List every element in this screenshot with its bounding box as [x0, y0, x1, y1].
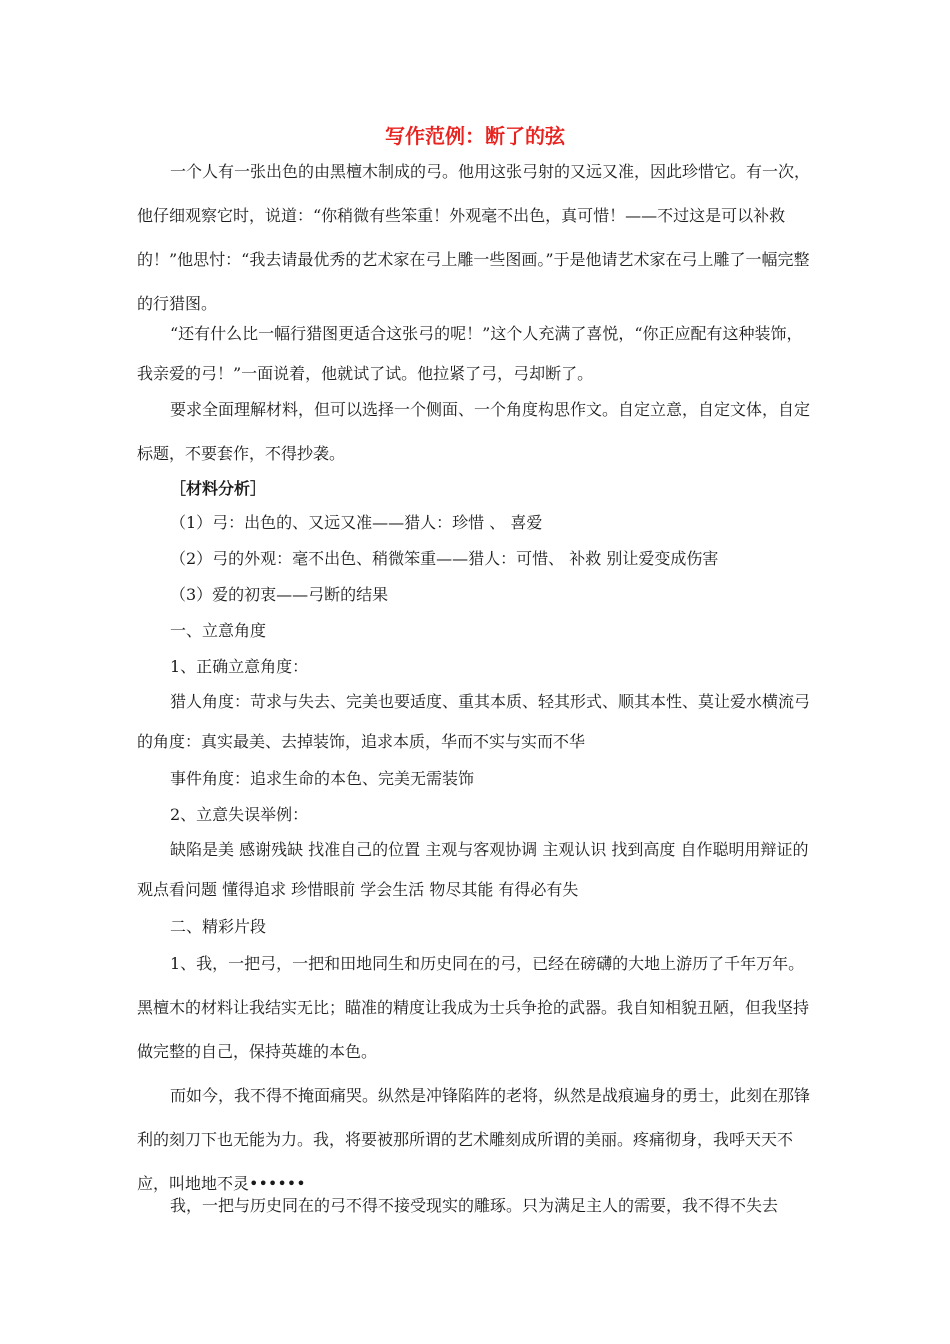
paragraph-fragment-2: 而如今，我不得不掩面痛哭。纵然是冲锋陷阵的老将，纵然是战痕遍身的勇士，此刻在那锋利的刻刀下也无能为力。我，将要被那所谓的艺术雕刻成所谓的美丽。疼痛彻身，我呼天天不应，叫地地不灵••••••: [137, 1086, 811, 1193]
paragraph-event-angle: 事件角度：追求生命的本色、完美无需装饰: [170, 769, 475, 788]
subheading-correct-angle: 1、正确立意角度：: [170, 657, 309, 676]
paragraph-fragment-1: 1、我，一把弓，一把和田地同生和历史同在的弓，已经在磅礴的大地上游历了千年万年。黑檀木的材料让我结实无比；瞄准的精度让我成为士兵争抢的武器。我自知相貌丑陋，但我坚持做完整的自己，保持英雄的本色。: [137, 954, 810, 1061]
analysis-point-2: （2）弓的外观：毫不出色、稍微笨重——猎人：可惜、 补救 别让爱变成伤害: [170, 549, 719, 568]
paragraph-mistakes: 缺陷是美 感谢残缺 找准自己的位置 主观与客观协调 主观认识 找到高度 自作聪明用辩证的观点看问题 懂得追求 珍惜眼前 学会生活 物尽其能 有得必有失: [137, 840, 809, 899]
section-heading-1: 一、立意角度: [170, 621, 267, 640]
paragraph-requirement: 要求全面理解材料，但可以选择一个侧面、一个角度构思作文。自定立意，自定文体，自定标题，不要套作，不得抄袭。: [137, 400, 811, 463]
analysis-point-3: （3）爱的初衷——弓断的结果: [170, 585, 389, 604]
paragraph-hunter-angle: 猎人角度：苛求与失去、完美也要适度、重其本质、轻其形式、顺其本性、莫让爱水横流弓的角度：真实最美、去掉装饰，追求本质，华而不实与实而不华: [137, 692, 811, 751]
document-title: 写作范例：断了的弦: [385, 124, 565, 148]
analysis-point-1: （1）弓：出色的、又远又准——猎人：珍惜 、 喜爱: [170, 513, 543, 532]
paragraph-fragment-3: 我，一把与历史同在的弓不得不接受现实的雕琢。只为满足主人的需要，我不得不失去: [170, 1196, 779, 1215]
paragraph-story-2: “还有什么比一幅行猎图更适合这张弓的呢！”这个人充满了喜悦，“你正应配有这种装饰，我亲爱的弓！”一面说着，他就试了试。他拉紧了弓，弓却断了。: [137, 324, 803, 383]
section-heading-2: 二、精彩片段: [170, 917, 267, 936]
subheading-mistake-examples: 2、立意失误举例：: [170, 805, 309, 824]
analysis-heading: ［材料分析］: [170, 479, 267, 498]
paragraph-story-1: 一个人有一张出色的由黑檀木制成的弓。他用这张弓射的又远又准，因此珍惜它。有一次，他仔细观察它时，说道：“你稍微有些笨重！外观毫不出色，真可惜！——不过这是可以补救的！”他思忖：“我去请最优秀的艺术家在弓上雕一些图画。”于是他请艺术家在弓上雕了一幅完整的行猎图。: [137, 162, 811, 313]
